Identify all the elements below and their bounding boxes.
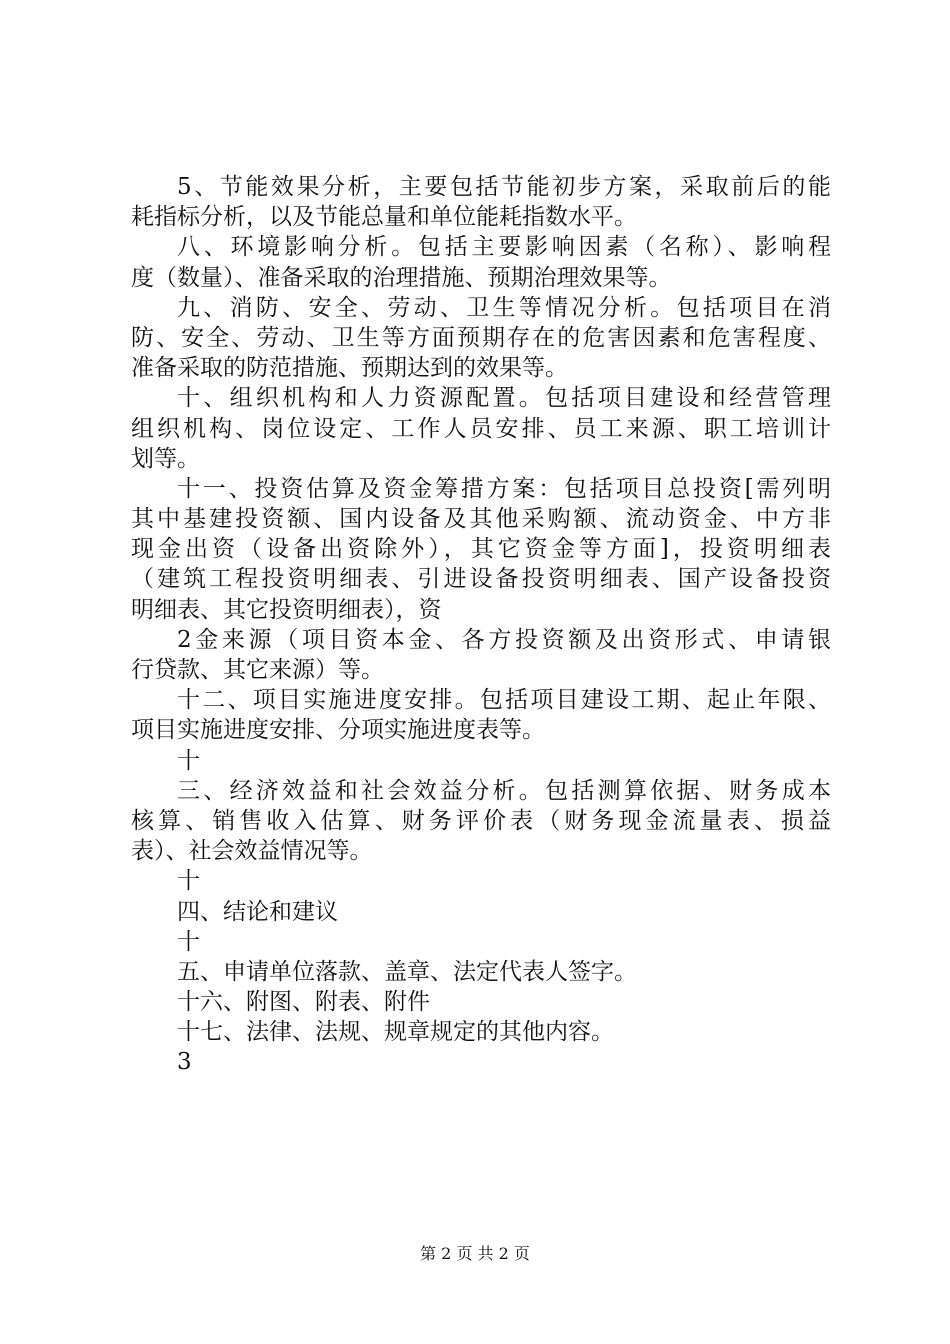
document-line: 十、组织机构和人力资源配置。包括项目建设和经营管理 — [177, 385, 831, 412]
document-line: 核算、销售收入估算、财务评价表（财务现金流量表、损益 — [131, 807, 831, 834]
document-line: 八、环境影响分析。包括主要影响因素（名称）、影响程 — [177, 234, 831, 261]
document-line: 其中基建投资额、国内设备及其他采购额、流动资金、中方非 — [131, 506, 831, 533]
document-body — [131, 172, 831, 1078]
document-line: 十一、投资估算及资金筹措方案：包括项目总投资[需列明 — [177, 475, 831, 502]
document-line: 十 — [177, 868, 200, 895]
document-line: 度（数量）、准备采取的治理措施、预期治理效果等。 — [131, 264, 672, 291]
document-line: 十七、法律、法规、规章规定的其他内容。 — [177, 1019, 614, 1046]
document-line: 三、经济效益和社会效益分析。包括测算依据、财务成本 — [177, 777, 831, 804]
document-line: 表）、社会效益情况等。 — [131, 838, 373, 865]
document-line: 九、消防、安全、劳动、卫生等情况分析。包括项目在消 — [177, 294, 831, 321]
document-line: 2金来源（项目资本金、各方投资额及出资形式、申请银 — [177, 626, 831, 653]
document-line: 十 — [177, 747, 200, 774]
document-line: 十 — [177, 928, 200, 955]
document-line: 十二、项目实施进度安排。包括项目建设工期、起止年限、 — [177, 687, 831, 714]
document-line: 四、结论和建议 — [177, 898, 338, 925]
document-line: 耗指标分析，以及节能总量和单位能耗指数水平。 — [131, 204, 637, 231]
document-line: 5、节能效果分析，主要包括节能初步方案，采取前后的能 — [177, 174, 831, 200]
document-line: （建筑工程投资明细表、引进设备投资明细表、国产设备投资 — [131, 566, 831, 593]
document-line: 五、申请单位落款、盖章、法定代表人签字。 — [177, 958, 637, 985]
document-line: 3 — [177, 1049, 192, 1076]
document-line: 组织机构、岗位设定、工作人员安排、员工来源、职工培训计 — [131, 415, 831, 442]
document-line: 十六、附图、附表、附件 — [177, 989, 430, 1016]
document-line: 现金出资（设备出资除外），其它资金等方面]，投资明细表 — [131, 536, 831, 563]
document-line: 防、安全、劳动、卫生等方面预期存在的危害因素和危害程度、 — [131, 324, 831, 351]
document-line: 准备采取的防范措施、预期达到的效果等。 — [131, 355, 568, 382]
document-line: 划等。 — [131, 445, 200, 472]
document-line: 行贷款、其它来源）等。 — [131, 657, 384, 683]
document-line: 明细表、其它投资明细表），资 — [131, 596, 442, 623]
page-footer: 第 2 页 共 2 页 — [420, 1244, 530, 1263]
document-line: 项目实施进度安排、分项实施进度表等。 — [131, 717, 545, 744]
